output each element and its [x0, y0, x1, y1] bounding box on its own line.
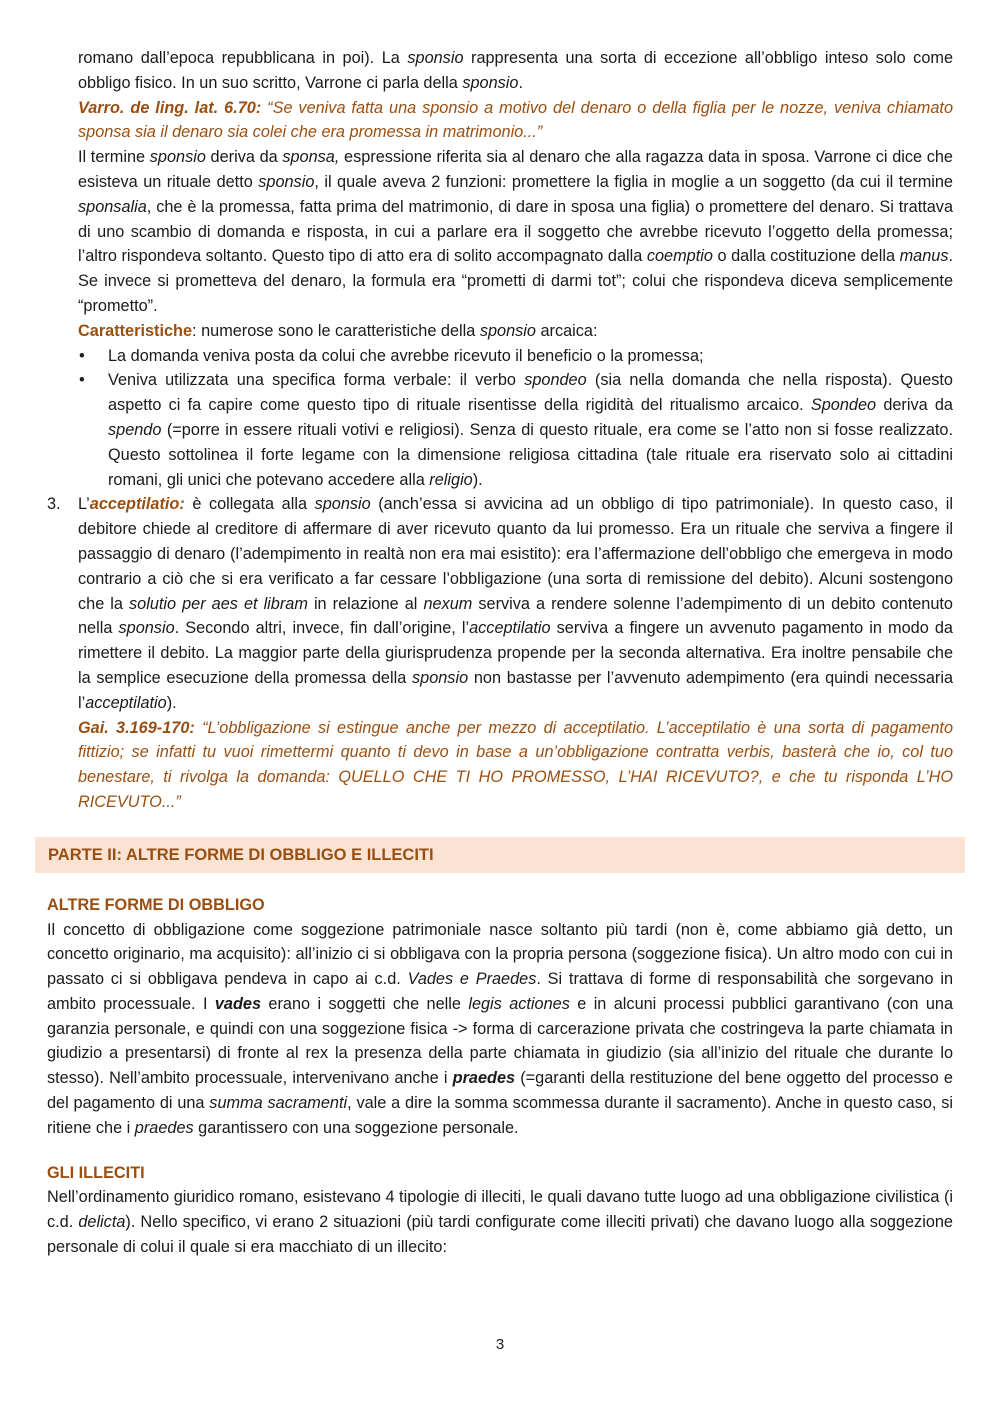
- text-run: deriva da: [876, 396, 953, 415]
- text-run: erano i soggetti che nelle: [261, 994, 469, 1013]
- text-run: ).: [472, 470, 483, 489]
- text-run: : numerose sono le caratteristiche della: [192, 321, 480, 340]
- quote-gaius: [47, 716, 953, 815]
- quote-varro: [47, 96, 953, 146]
- italic-term: religio: [429, 470, 473, 489]
- acceptilatio-label: acceptilatio:: [89, 495, 185, 514]
- paragraph-altre-forme: [47, 918, 953, 1141]
- italic-term: praedes: [134, 1118, 194, 1137]
- quote-text: “Se veniva fatta una sponsio a motivo del denaro o della figlia per le nozze, veniva chiamato sponsa sia il denaro sia colei che era promessa in matrimonio...”: [78, 98, 953, 142]
- italic-term: summa sacramenti: [209, 1094, 348, 1113]
- bullet-icon: •: [79, 346, 85, 365]
- quote-text: “L’obbligazione si estingue anche per mezzo di acceptilatio. L’acceptilatio è una sorta di pagamento fittizio; se infatti tu vuoi rimettermi quanto ti devo in base a un’obbligazione contratta verbis, basterà che io, col tuo benestare, ti rivolga la domanda: QUELLO CHE TI HO PROMESSO, L’HAI RICEVUTO?, e che tu risponda L’HO RICEVUTO...”: [78, 718, 954, 811]
- italic-term: sponsalia: [78, 197, 147, 216]
- text-run: o dalla costituzione della: [712, 247, 900, 266]
- text-run: arcaica:: [535, 321, 598, 340]
- italic-term: acceptilatio: [85, 693, 167, 712]
- italic-term: sponsio: [462, 73, 519, 92]
- bold-italic-term: vades: [214, 994, 262, 1013]
- italic-term: sponsio: [149, 148, 206, 167]
- text-run: serviva a fingere un avvenuto pagamento in modo da rimettere il debito. La maggior parte della giurisprudenza propende per la seconda alternativa. Era inoltre pensabile che la semplice esecuzione della promessa della: [78, 619, 953, 687]
- italic-term: Spondeo: [810, 396, 877, 415]
- text-run: , vale a dire la somma scommessa durante il sacramento). Anche in questo caso, si ritiene che i: [47, 1094, 953, 1137]
- text-run: . Si trattava di forme di responsabilità che sorgevano in ambito processuale. I: [47, 970, 953, 1013]
- section-title-altre-forme: ALTRE FORME DI OBBLIGO: [47, 895, 265, 914]
- text-run: deriva da: [205, 148, 283, 167]
- italic-term: delicta: [78, 1213, 126, 1232]
- text-run: Il termine: [78, 148, 150, 167]
- text-run: espressione riferita sia al denaro che alla ragazza data in sposa. Varrone ci dice che esisteva un rituale detto: [78, 148, 953, 191]
- italic-term: acceptilatio: [469, 619, 551, 638]
- bullet-list: [47, 344, 953, 493]
- page-number: 3: [495, 1336, 505, 1353]
- text-run: La domanda veniva posta da colui che avrebbe ricevuto il beneficio o la promessa;: [108, 346, 704, 365]
- italic-term: sponsio: [258, 172, 315, 191]
- item-number: 3.: [47, 495, 61, 514]
- paragraph-illeciti: [47, 1185, 953, 1259]
- quote-source-label: Varro. de ling. lat. 6.70:: [78, 98, 262, 117]
- text-run: Veniva utilizzata una specifica forma verbale: il verbo: [108, 371, 525, 390]
- italic-term: sponsa,: [282, 148, 340, 167]
- paragraph-sponsio-intro: [47, 46, 953, 96]
- text-run: . Secondo altri, invece, fin dall’origine, l’: [174, 619, 470, 638]
- italic-term: legis actiones: [468, 994, 570, 1013]
- caratteristiche-label: Caratteristiche: [78, 321, 193, 340]
- italic-term: sponsio: [479, 321, 536, 340]
- italic-term: sponsio: [118, 619, 175, 638]
- list-item: [79, 344, 953, 369]
- bullet-icon: •: [79, 371, 85, 390]
- italic-term: solutio per aes et libram: [129, 594, 308, 613]
- text-run: e in alcuni processi pubblici garantivano (con una garanzia personale, e quindi con una soggezione fisica -> forma di carcerazione privata che costringeva la parte chiamata in giudizio a presentarsi) di fronte al rex la presenza della parte chiamata in giudizio (sia all’inizio del rituale che durante lo stesso). Nell’ambito processuale, intervenivano anche i: [47, 994, 954, 1088]
- text-run: serviva a rendere solenne l’adempimento di un debito contenuto nella: [78, 594, 953, 638]
- text-run: romano dall’epoca repubblicana in poi). La: [78, 49, 408, 67]
- section-title-illeciti: GLI ILLECITI: [47, 1163, 145, 1182]
- text-run: in relazione al: [307, 594, 424, 613]
- text-run: Nell’ordinamento giuridico romano, esistevano 4 tipologie di illeciti, le quali davano tutte luogo ad una obbligazione civilistica (i c.d.: [47, 1188, 953, 1232]
- text-run: non bastasse per l’avvenuto adempimento (era quindi necessaria l’: [78, 668, 953, 712]
- italic-term: coemptio: [646, 247, 713, 266]
- text-run: (sia nella domanda che nella risposta). Questo aspetto ci fa capire come questo tipo di rituale risentisse della rigidità del ritualismo arcaico.: [108, 371, 953, 415]
- text-run: rappresenta una sorta di eccezione all’obbligo inteso solo come obbligo fisico. In un suo scritto, Varrone ci parla della: [78, 49, 953, 92]
- italic-term: manus: [899, 247, 949, 266]
- text-run: garantissero con una soggezione personale.: [193, 1118, 519, 1137]
- text-run: ). Nello specifico, vi erano 2 situazioni (più tardi configurate come illeciti privati) che davano luogo alla soggezione personale di colui il quale si era macchiato di un illecito:: [47, 1213, 953, 1257]
- part-header: PARTE II: ALTRE FORME DI OBBLIGO E ILLECITI: [35, 837, 965, 873]
- italic-term: spendo: [108, 420, 162, 439]
- text-run: ).: [166, 693, 177, 712]
- list-item: [79, 368, 953, 492]
- italic-term: Vades e Praedes: [407, 970, 537, 989]
- text-run: Il concetto di obbligazione come soggezione patrimoniale nasce soltanto più tardi (non è, come abbiamo già detto, un concetto originario, ma acquisito): all’inizio ci si obbligava con la propria persona (soggezione fisica). Un altro modo con cui in passato ci si obbligava pendeva in capo ai c.d.: [47, 920, 953, 989]
- italic-term: nexum: [423, 594, 473, 613]
- page-content: [47, 46, 953, 1260]
- paragraph-caratteristiche: [47, 319, 953, 344]
- bold-italic-term: praedes: [452, 1069, 516, 1088]
- text-run: , il quale aveva 2 funzioni: promettere la figlia in moglie a un soggetto (da cui il termine: [314, 172, 953, 191]
- text-run: è collegata alla: [184, 495, 315, 514]
- text-run: (=garanti della restituzione del bene oggetto del processo e del pagamento di una: [47, 1069, 953, 1113]
- italic-term: sponsio: [407, 49, 464, 67]
- text-run: .: [518, 73, 523, 92]
- numbered-item-acceptilatio: [47, 492, 953, 715]
- italic-term: sponsio: [412, 668, 469, 687]
- text-run: , che è la promessa, fatta prima del matrimonio, di dare in sposa una figlia) o promettere del denaro. Si trattava di uno scambio di domanda e risposta, in cui a parlare era il soggetto che avrebbe ricevuto l’oggetto della promessa; l’altro rispondeva soltanto. Questo tipo di atto era di solito accompagnato dalla: [78, 197, 953, 266]
- text-run: . Se invece si prometteva del denaro, la formula era “prometti di darmi tot”; colui che rispondeva diceva semplicemente “prometto”.: [78, 247, 953, 315]
- italic-term: spondeo: [524, 371, 587, 390]
- text-run: (anch’essa si avvicina ad un obbligo di tipo patrimoniale). In questo caso, il debitore chiede al creditore di affermare di aver ricevuto quanto da lui promesso. Era un rituale che serviva a fingere il passaggio di denaro (l’adempimento in realtà non era mai esistito): era l’affermazione dell’obbligo che emergeva in modo contrario a ciò che si era verificato a far cessare l’obbligazione (una sorta di remissione del debito). Alcuni sostengono che la: [78, 495, 953, 613]
- quote-source-label: Gai. 3.169-170:: [78, 718, 195, 737]
- text-run: L’: [78, 495, 90, 514]
- italic-term: sponsio: [314, 495, 371, 514]
- text-run: (=porre in essere rituali votivi e religiosi). Senza di questo rituale, era come se l’atto non si fosse realizzato. Questo sottolinea il forte legame con la dimensione religiosa cittadina (tale rituale era riservato solo ai cittadini romani, gli unici che potevano accedere alla: [108, 420, 953, 489]
- paragraph-sponsio-term: [47, 145, 953, 319]
